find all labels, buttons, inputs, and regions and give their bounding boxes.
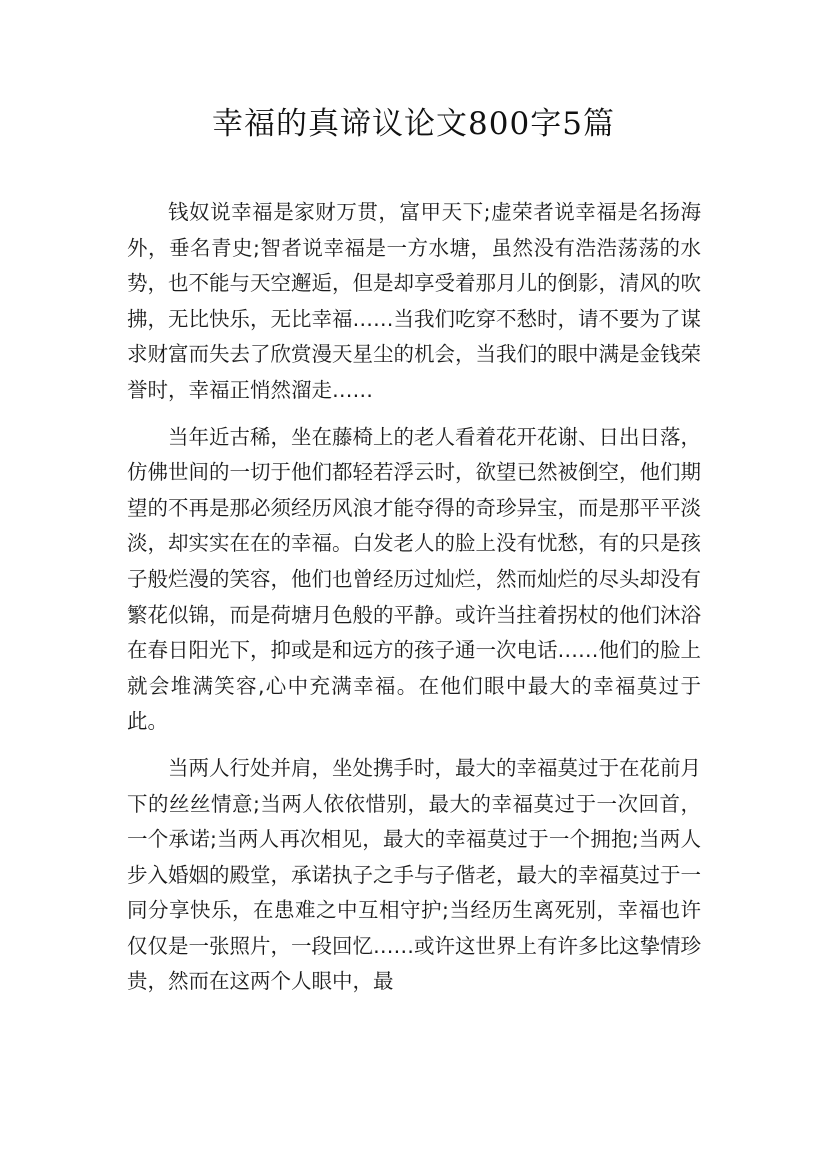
paragraph: 钱奴说幸福是家财万贯，富甲天下;虚荣者说幸福是名扬海外，垂名青史;智者说幸福是一方水塘，虽然没有浩浩荡荡的水势，也不能与天空邂逅，但是却享受着那月儿的倒影，清风的吹拂，无比快乐，无比幸福……当我们吃穿不愁时，请不要为了谋求财富而失去了欣赏漫天星尘的机会，当我们的眼中满是金钱荣誉时，幸福正悄然溜走……: [127, 200, 701, 402]
paragraph: 当年近古稀，坐在藤椅上的老人看着花开花谢、日出日落，仿佛世间的一切于他们都轻若浮云时，欲望已然被倒空，他们期望的不再是那必须经历风浪才能夺得的奇珍异宝，而是那平平淡淡，却实实在在的幸福。白发老人的脸上没有忧愁，有的只是孩子般烂漫的笑容，他们也曾经历过灿烂，然而灿烂的尽头却没有繁花似锦，而是荷塘月色般的平静。或许当拄着拐杖的他们沐浴在春日阳光下，抑或是和远方的孩子通一次电话……他们的脸上就会堆满笑容,心中充满幸福。在他们眼中最大的幸福莫过于此。: [127, 424, 701, 734]
paragraph: 当两人行处并肩，坐处携手时，最大的幸福莫过于在花前月下的丝丝情意;当两人依依惜别，最大的幸福莫过于一次回首，一个承诺;当两人再次相见，最大的幸福莫过于一个拥抱;当两人步入婚姻的殿堂，承诺执子之手与子偕老，最大的幸福莫过于一同分享快乐，在患难之中互相守护;当经历生离死别，幸福也许仅仅是一张照片，一段回忆……或许这世界上有许多比这挚情珍贵，然而在这两个人眼中，最: [127, 755, 701, 994]
document-body: [127, 195, 701, 1011]
document-title: 幸福的真谛议论文800字5篇: [212, 106, 615, 142]
